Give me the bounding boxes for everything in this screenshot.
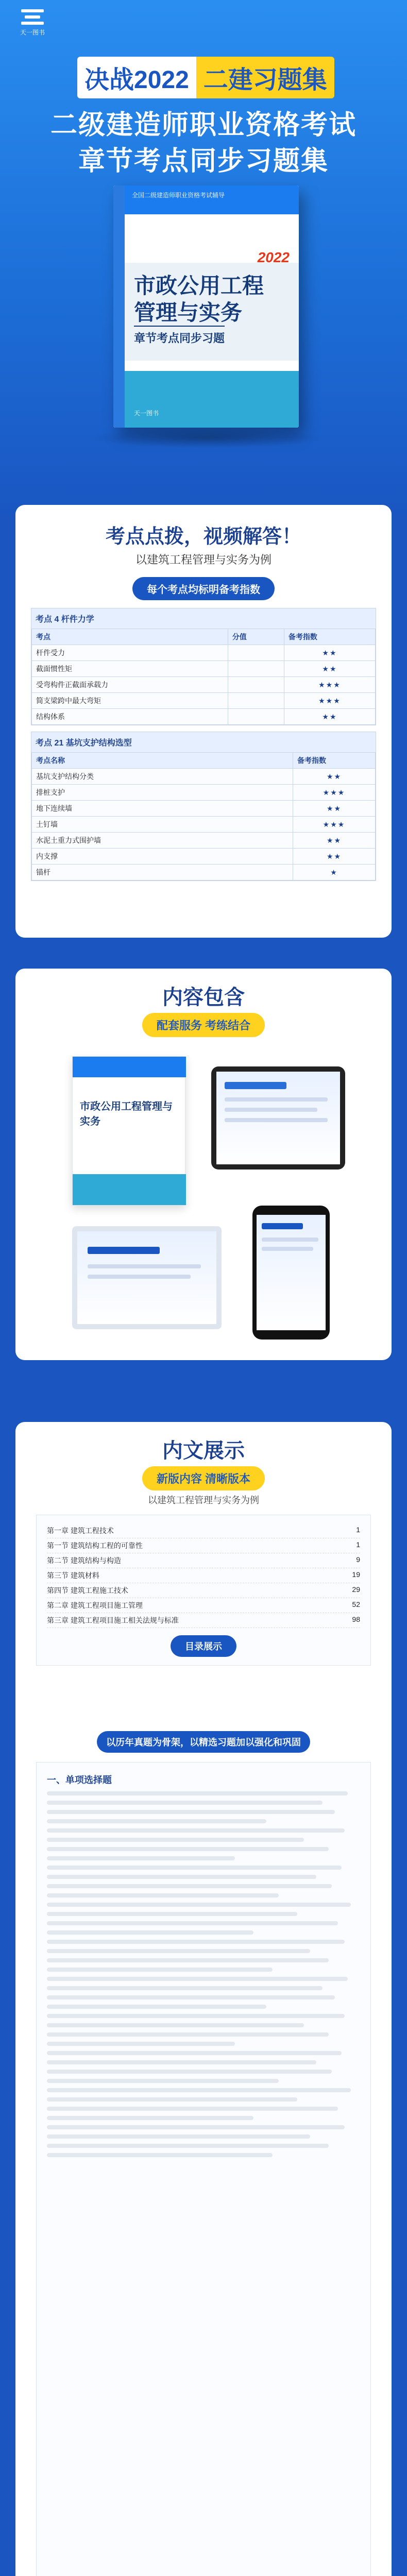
book-cover-bottom xyxy=(125,371,299,428)
hero-badge xyxy=(77,57,334,98)
sample-heading: 一、单项选择题 xyxy=(47,1775,112,1785)
points-table-1-caption: 考点 4 杆件力学 xyxy=(31,608,376,629)
hero-badge-left: 决战2022 xyxy=(77,57,196,98)
book-cover-publisher: 天一图书 xyxy=(134,410,159,417)
sample-page xyxy=(36,1762,371,2576)
section-contents-pill: 配套服务 考练结合 xyxy=(142,1013,265,1037)
brand-logo xyxy=(14,9,50,38)
table-title-pill: 每个考点均标明备考指数 xyxy=(132,577,275,600)
section-inner-pages xyxy=(15,1422,392,2576)
table-row: 受弯构件正截面承载力 ★★★ xyxy=(32,677,376,693)
points-table-2-caption: 考点 21 基坑支护结构选型 xyxy=(31,732,376,752)
toc-item: 第二章 建筑工程项目施工管理 52 xyxy=(47,1598,360,1613)
hero-title-line1: 二级建造师职业资格考试 xyxy=(50,110,357,140)
brand-name: 天一图书 xyxy=(20,29,45,36)
table-header: 分值 xyxy=(228,629,284,645)
mock-phone-screen xyxy=(257,1215,326,1330)
table-row: 基坑支护结构分类 ★★ xyxy=(32,769,376,785)
table-row: 水泥土重力式围护墙 ★★ xyxy=(32,833,376,849)
table-header: 备考指数 xyxy=(293,753,376,769)
mock-book-title: 市政公用工程管理与实务 xyxy=(80,1101,173,1127)
toc-sample xyxy=(36,1515,371,1666)
section-inner-pages-pill: 新版内容 清晰版本 xyxy=(142,1466,265,1490)
book-cover-title3: 章节考点同步习题 xyxy=(134,326,225,346)
table-row: 杆件受力 ★★ xyxy=(32,645,376,661)
toc-item: 第二节 建筑结构与构造 9 xyxy=(47,1553,360,1568)
toc-item: 第一节 建筑结构工程的可靠性 1 xyxy=(47,1538,360,1553)
rating-stars: ★★ xyxy=(284,661,375,677)
section-contents xyxy=(15,969,392,1360)
book-cover-title1: 市政公用工程 xyxy=(134,274,264,298)
book-cover-title2: 管理与实务 xyxy=(134,300,243,325)
rating-stars: ★★ xyxy=(293,801,376,817)
section-key-points xyxy=(15,505,392,938)
table-header: 考点 xyxy=(32,629,228,645)
table-row: 结构体系 ★★ xyxy=(32,709,376,725)
table-header: 备考指数 xyxy=(284,629,375,645)
section-inner-pages-subtitle: 以建筑工程管理与实务为例 xyxy=(148,1495,259,1505)
mock-book xyxy=(72,1056,185,1206)
toc-item: 第三章 建筑工程项目施工相关法规与标准 98 xyxy=(47,1613,360,1628)
toc-item: 第三节 建筑材料 19 xyxy=(47,1568,360,1583)
rating-stars: ★★★ xyxy=(293,817,376,833)
table-row: 截面惯性矩 ★★ xyxy=(32,661,376,677)
toc-item: 第四节 建筑工程施工技术 29 xyxy=(47,1583,360,1598)
book-cover-series: 全国二级建造师职业资格考试辅导 xyxy=(125,185,299,214)
book-cover-year: 2022 xyxy=(257,249,290,265)
highlight-banner: 以历年真题为骨架，以精选习题加以强化和巩固 xyxy=(97,1731,310,1753)
mock-tablet xyxy=(211,1066,345,1170)
rating-stars: ★★★ xyxy=(293,785,376,801)
rating-stars: ★★ xyxy=(293,833,376,849)
hero-title-line2: 章节考点同步习题集 xyxy=(78,146,329,176)
table-row: 地下连续墙 ★★ xyxy=(32,801,376,817)
section-key-points-subtitle: 以建筑工程管理与实务为例 xyxy=(135,553,272,566)
section-key-points-title: 考点点拨，视频解答！ xyxy=(105,526,301,548)
rating-stars: ★★ xyxy=(284,645,375,661)
mock-laptop-screen xyxy=(77,1231,216,1324)
rating-stars: ★★ xyxy=(293,849,376,865)
mock-laptop xyxy=(72,1226,222,1329)
points-table-1 xyxy=(31,608,376,725)
hero-badge-right: 二建习题集 xyxy=(196,57,334,98)
toc-item: 第一章 建筑工程技术 1 xyxy=(47,1523,360,1538)
rating-stars: ★★★ xyxy=(284,677,375,693)
hero-banner xyxy=(0,0,407,515)
mock-tablet-screen xyxy=(216,1072,340,1164)
table-row: 土钉墙 ★★★ xyxy=(32,817,376,833)
book-shadow xyxy=(88,428,325,448)
rating-stars: ★★ xyxy=(293,769,376,785)
book-spine xyxy=(113,185,125,428)
section-contents-title: 内容包含 xyxy=(162,986,245,1009)
mock-phone xyxy=(252,1206,330,1340)
table-header: 考点名称 xyxy=(32,753,293,769)
rating-stars: ★★ xyxy=(284,709,375,725)
points-table-2 xyxy=(31,732,376,881)
section-inner-pages-title: 内文展示 xyxy=(162,1439,245,1462)
table-row: 排桩支护 ★★★ xyxy=(32,785,376,801)
table-row: 简支梁跨中最大弯矩 ★★★ xyxy=(32,693,376,709)
toc-label: 目录展示 xyxy=(171,1635,236,1657)
rating-stars: ★★★ xyxy=(284,693,375,709)
book-cover xyxy=(113,185,299,428)
table-row: 内支撑 ★★ xyxy=(32,849,376,865)
table-row: 锚杆 ★ xyxy=(32,865,376,880)
rating-stars: ★ xyxy=(293,865,376,880)
